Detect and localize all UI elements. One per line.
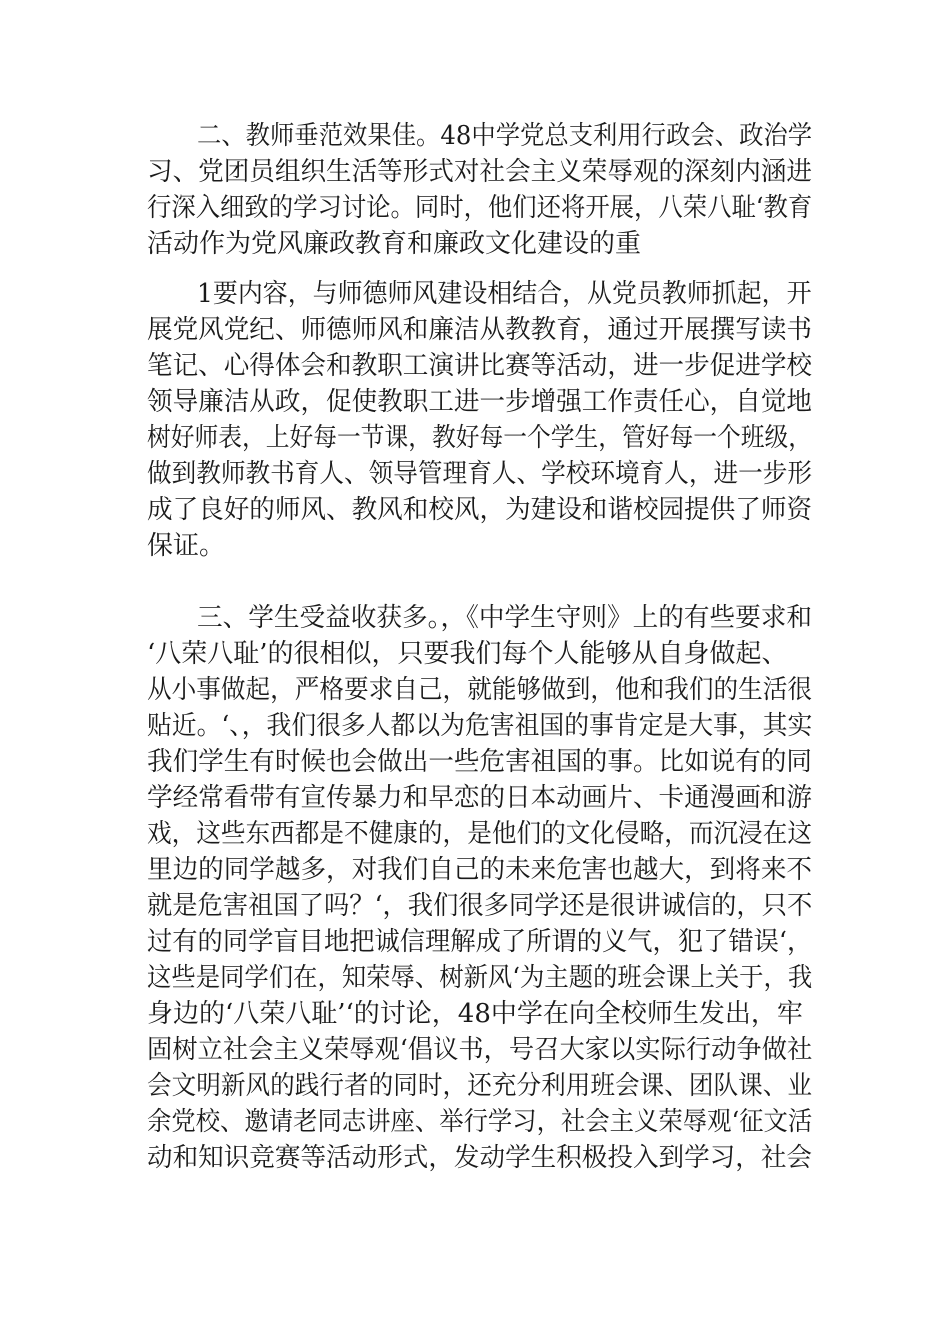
- text-line: 就是危害祖国了吗？‘，我们很多同学还是很讲诚信的，只不: [147, 891, 813, 921]
- text-line: 1要内容，与师德师风建设相结合，从党员教师抓起，开: [197, 279, 812, 309]
- text-line: 贴近。‘、，我们很多人都以为危害祖国的事肯定是大事，其实: [147, 711, 813, 741]
- text-line: 我们学生有时候也会做出一些危害祖国的事。比如说有的同: [147, 747, 812, 777]
- text-line: 戏，这些东西都是不健康的，是他们的文化侵略，而沉浸在这: [147, 819, 813, 849]
- text-line: 活动作为党风廉政教育和廉政文化建设的重: [147, 229, 642, 259]
- text-line: 动和知识竞赛等活动形式，发动学生积极投入到学习，社会: [147, 1143, 812, 1173]
- text-line: 这些是同学们在，知荣辱、树新风‘为主题的班会课上关于，我: [147, 963, 813, 993]
- text-line: 成了良好的师风、教风和校风，为建设和谐校园提供了师资: [147, 495, 812, 525]
- text-line: 领导廉洁从政，促使教职工进一步增强工作责任心，自觉地: [147, 387, 812, 417]
- text-line: 行深入细致的学习讨论。同时，他们还将开展，八荣八耻‘教育: [147, 193, 813, 223]
- text-line: 固树立社会主义荣辱观‘倡议书，号召大家以实际行动争做社: [147, 1035, 813, 1065]
- text-line: 从小事做起，严格要求自己，就能够做到，他和我们的生活很: [147, 675, 813, 705]
- text-line: 保证。: [147, 531, 226, 561]
- text-line: 做到教师教书育人、领导管理育人、学校环境育人，进一步形: [147, 459, 813, 489]
- text-line: 会文明新风的践行者的同时，还充分利用班会课、团队课、业: [147, 1071, 813, 1101]
- text-line: 笔记、心得体会和教职工演讲比赛等活动，进一步促进学校: [147, 351, 812, 381]
- text-line: 学经常看带有宣传暴力和早恋的日本动画片、卡通漫画和游: [147, 783, 812, 813]
- text-line: 身边的‘八荣八耻’‘的讨论，48中学在向全校师生发出，牢: [147, 999, 803, 1029]
- text-line: 过有的同学盲目地把诚信理解成了所谓的义气，犯了错误‘，: [147, 927, 813, 957]
- text-line: ‘八荣八耻’的很相似，只要我们每个人能够从自身做起、: [147, 639, 788, 669]
- text-line: 树好师表，上好每一节课，教好每一个学生，管好每一个班级，: [147, 423, 813, 453]
- text-line: 习、党团员组织生活等形式对社会主义荣辱观的深刻内涵进: [147, 157, 812, 187]
- text-line: 展党风党纪、师德师风和廉洁从教教育，通过开展撰写读书: [147, 315, 812, 345]
- text-line: 二、教师垂范效果佳。48中学党总支利用行政会、政治学: [197, 121, 813, 151]
- text-line: 里边的同学越多，对我们自己的未来危害也越大，到将来不: [147, 855, 812, 885]
- text-line: 余党校、邀请老同志讲座、举行学习，社会主义荣辱观‘征文活: [147, 1107, 813, 1137]
- text-line: 三、学生受益收获多。，《中学生守则》上的有些要求和: [197, 603, 813, 633]
